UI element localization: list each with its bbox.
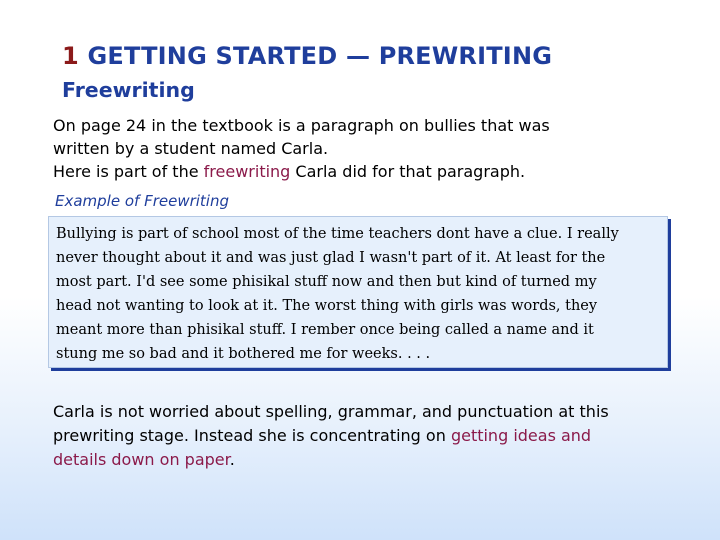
intro-line-3-start: Here is part of the xyxy=(53,162,204,181)
intro-line-3 xyxy=(53,160,653,183)
example-box xyxy=(48,216,668,368)
example-label: Example of Freewriting xyxy=(55,192,230,210)
intro-line-2: written by a student named Carla. xyxy=(53,139,329,158)
intro-line-3-end: Carla did for that paragraph. xyxy=(290,162,526,181)
conclusion-line-2 xyxy=(53,424,693,448)
title-number: 1 xyxy=(62,42,79,70)
intro-line-1: On page 24 in the textbook is a paragraph on bullies that was xyxy=(53,116,550,135)
slide-subtitle: Freewriting xyxy=(62,78,195,102)
example-line: meant more than phisikal stuff. I rember once being called a name and it xyxy=(56,322,594,338)
conclusion-line-1: Carla is not worried about spelling, grammar, and punctuation at this xyxy=(53,402,609,421)
conclusion-line-3-end: . xyxy=(229,450,235,469)
example-line: Bullying is part of school most of the time teachers dont have a clue. I really xyxy=(56,226,619,242)
conclusion-line-3 xyxy=(53,448,693,472)
intro-paragraph xyxy=(53,114,653,183)
example-line: stung me so bad and it bothered me for weeks. . . . xyxy=(56,346,431,362)
details-highlight: details down on paper xyxy=(53,450,230,469)
conclusion-paragraph xyxy=(53,400,693,472)
title-text: GETTING STARTED — PREWRITING xyxy=(87,42,553,70)
example-line: most part. I'd see some phisikal stuff now and then but kind of turned my xyxy=(56,274,597,290)
slide-title xyxy=(62,42,552,70)
example-line: never thought about it and was just glad I wasn't part of it. At least for the xyxy=(56,250,606,266)
conclusion-line-2-start: prewriting stage. Instead she is concentrating on xyxy=(53,426,451,445)
ideas-highlight: getting ideas and xyxy=(450,426,592,445)
freewriting-highlight: freewriting xyxy=(203,162,291,181)
example-line: head not wanting to look at it. The worst thing with girls was words, they xyxy=(56,298,598,314)
